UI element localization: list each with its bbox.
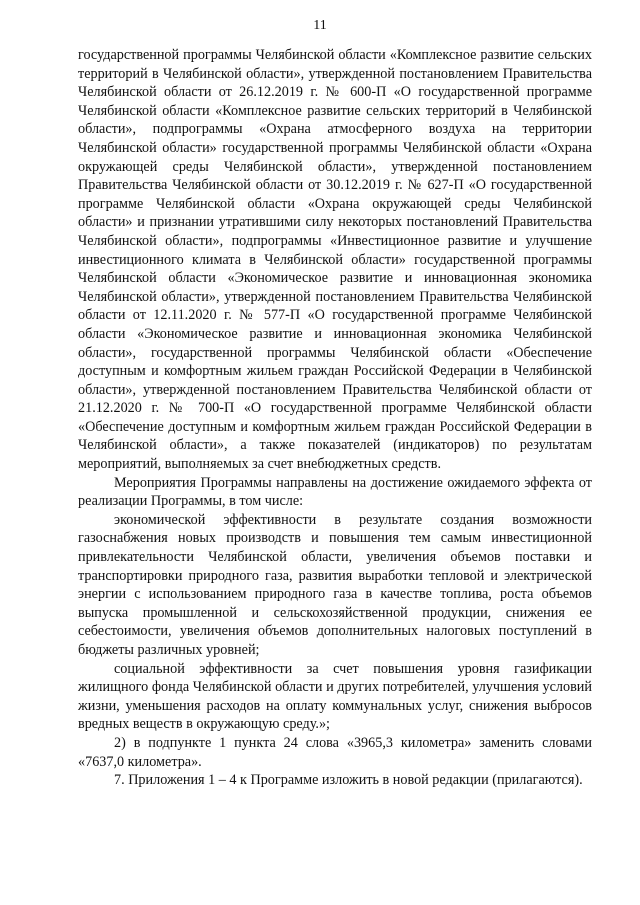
paragraph-economic-efficiency: экономической эффективности в результате создания возможности газоснабжения новых производств и повышения тем самым инвестиционной привлекательности Челябинской области, увеличения объемов поставки и транспортировки природного газа, развития выработки тепловой и электрической энергии с использованием природного газа в качестве топлива, роста объемов выпуска промышленной и сельскохозяйственной продукции, снижения ее себестоимости, увеличения объемов дополнительных налоговых поступлений в бюджеты различных уровней;: [78, 511, 592, 658]
page-number: 11: [313, 18, 327, 33]
paragraph-appendices: 7. Приложения 1 – 4 к Программе изложить в новой редакции (прилагаются).: [114, 772, 583, 789]
paragraph-program-references: государственной программы Челябинской области «Комплексное развитие сельских территорий в Челябинской области», утвержденной постановлением Правительства Челябинской области от 26.12.2019 г. № 600-П «О государственной программе Челябинской области «Комплексное развитие сельских территорий в Челябинской области», подпрограммы «Охрана атмосферного воздуха на территории Челябинской области» государственной программы Челябинской области «Охрана окружающей среды Челябинской области», утвержденной постановлением Правительства Челябинской области от 30.12.2019 г. № 627-П «О государственной программе Челябинской области «Охрана окружающей среды Челябинской области» и признании утратившими силу некоторых постановлений Правительства Челябинской области», подпрограммы «Инвестиционное развитие и улучшение инвестиционного климата в Челябинской области» государственной программы Челябинской области «Экономическое развитие и инновационная экономика Челябинской области», утвержденной постановлением Правительства Челябинской области от 12.11.2020 г. № 577-П «О государственной программе Челябинской области «Экономическое развитие и инновационная экономика Челябинской области», государственной программы Челябинской области «Обеспечение доступным и комфортным жильем граждан Российской Федерации в Челябинской области», утвержденной постановлением Правительства Челябинской области от 21.12.2020 г. № 700-П «О государственной программе Челябинской области «Обеспечение доступным и комфортным жильем граждан Российской Федерации в Челябинской области», а также показателей (индикаторов) по результатам мероприятий, выполняемых за счет внебюджетных средств.: [78, 47, 592, 473]
paragraph-expected-effects: Мероприятия Программы направлены на достижение ожидаемого эффекта от реализации Программы, в том числе:: [78, 474, 592, 510]
document-body: [78, 46, 592, 790]
paragraph-subpoint-amendment: 2) в подпункте 1 пункта 24 слова «3965,3 километра» заменить словами «7637,0 километра».: [78, 734, 592, 770]
paragraph-social-efficiency: социальной эффективности за счет повышения уровня газификации жилищного фонда Челябинской области и других потребителей, улучшения условий жизни, уменьшения расходов на оплату коммунальных услуг, снижения выбросов вредных веществ в окружающую среду.»;: [78, 660, 592, 733]
